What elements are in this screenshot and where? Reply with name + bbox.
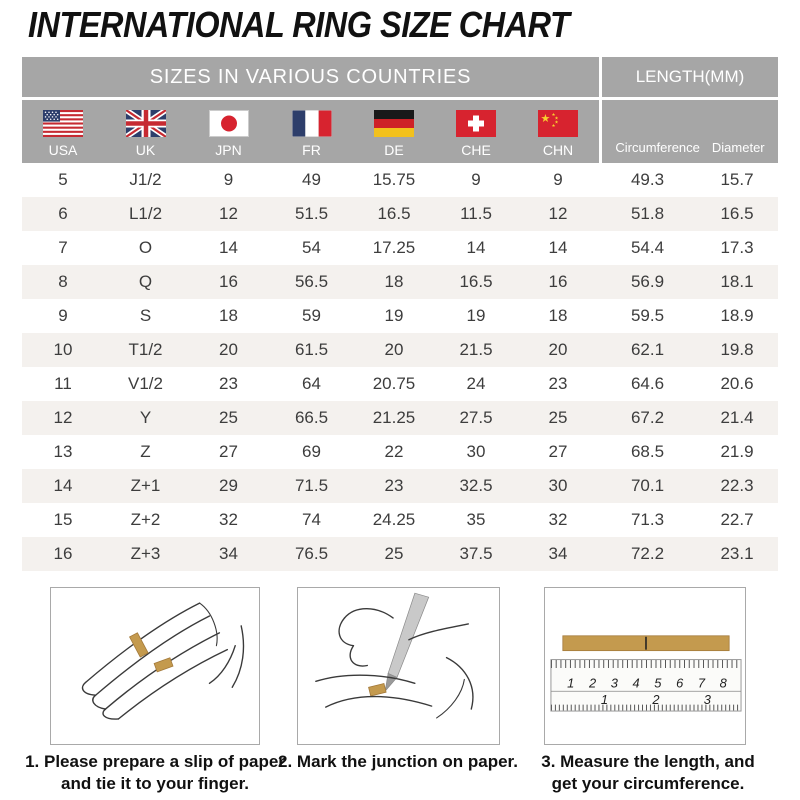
table-cell: 21.25 <box>372 408 416 427</box>
table-cell: 62.1 <box>630 340 665 359</box>
svg-text:1: 1 <box>567 675 575 691</box>
table-cell: 70.1 <box>630 476 665 495</box>
table-cell: 19 <box>466 306 486 325</box>
table-group-header-row <box>22 57 778 97</box>
table-cell: 25 <box>384 544 404 563</box>
table-cell: 9 <box>58 306 68 325</box>
table-cell: 68.5 <box>630 442 665 461</box>
table-cell: T1/2 <box>128 340 163 359</box>
ring-size-table <box>22 57 778 571</box>
table-row <box>22 537 778 571</box>
diameter-column-header: Diameter <box>711 140 765 155</box>
table-cell: L1/2 <box>128 204 163 223</box>
table-cell: 9 <box>471 170 481 189</box>
country-code-label: DE <box>384 142 404 158</box>
table-cell: 22 <box>384 442 404 461</box>
table-cell: 23 <box>219 374 238 393</box>
table-cell: 19 <box>384 306 404 325</box>
hand-with-paper-strip-illustration <box>51 588 259 744</box>
table-row <box>22 163 778 197</box>
table-cell: 19.8 <box>720 340 754 359</box>
table-cell: 23 <box>548 374 568 393</box>
svg-text:★: ★ <box>551 112 556 117</box>
table-cell: 12 <box>219 204 238 223</box>
table-cell: 12 <box>548 204 568 223</box>
table-cell: 37.5 <box>459 544 493 563</box>
svg-text:★: ★ <box>554 115 559 121</box>
column-header-de <box>353 100 435 163</box>
table-cell: 14 <box>548 238 568 257</box>
table-cell: 49 <box>302 170 321 189</box>
table-cell: 59.5 <box>630 306 665 325</box>
table-cell: 17.3 <box>720 238 754 257</box>
step3-illustration-box <box>544 587 746 745</box>
table-cell: 18 <box>548 306 568 325</box>
table-cell: 32.5 <box>459 476 493 495</box>
svg-text:7: 7 <box>697 675 706 691</box>
table-row <box>22 265 778 299</box>
table-row <box>22 333 778 367</box>
table-cell: Q <box>138 272 153 291</box>
table-cell: 25 <box>548 408 568 427</box>
country-columns <box>22 100 599 163</box>
switzerland-flag-icon <box>456 110 496 137</box>
table-cell: 10 <box>53 340 73 359</box>
table-cell: Z+1 <box>130 476 161 495</box>
table-cell: 21.5 <box>459 340 493 359</box>
country-code-label: CHN <box>542 142 574 158</box>
table-cell: 20 <box>384 340 404 359</box>
table-cell: 16.5 <box>720 204 754 223</box>
circumference-column-header: Circumference <box>615 140 700 155</box>
table-cell: 14 <box>466 238 486 257</box>
table-cell: 30 <box>466 442 486 461</box>
table-row <box>22 469 778 503</box>
table-cell: J1/2 <box>129 170 162 189</box>
svg-text:5: 5 <box>654 675 662 691</box>
table-cell: 16.5 <box>377 204 411 223</box>
table-cell: 16 <box>219 272 238 291</box>
table-cell: 51.8 <box>630 204 665 223</box>
table-row <box>22 231 778 265</box>
table-cell: 29 <box>219 476 238 495</box>
table-column-header-row <box>22 100 778 163</box>
column-header-uk <box>104 100 187 163</box>
table-cell: 64.6 <box>630 374 665 393</box>
france-flag-icon <box>292 110 332 137</box>
table-cell: 27.5 <box>459 408 493 427</box>
svg-text:8: 8 <box>719 675 727 691</box>
table-cell: 72.2 <box>630 544 665 563</box>
table-cell: 18 <box>219 306 238 325</box>
country-code-label: UK <box>135 142 156 158</box>
svg-text:3: 3 <box>610 675 618 691</box>
table-cell: 15 <box>53 510 73 529</box>
table-cell: S <box>139 306 152 325</box>
table-cell: 20 <box>219 340 238 359</box>
table-cell: 14 <box>219 238 238 257</box>
table-cell: 5 <box>58 170 68 189</box>
column-header-usa <box>22 100 104 163</box>
column-header-chn <box>517 100 599 163</box>
table-cell: Y <box>139 408 152 427</box>
table-row <box>22 401 778 435</box>
table-cell: 8 <box>58 272 68 291</box>
table-cell: 15.7 <box>720 170 754 189</box>
table-cell: 30 <box>548 476 568 495</box>
table-cell: 12 <box>53 408 73 427</box>
table-cell: 74 <box>302 510 321 529</box>
table-cell: 49.3 <box>630 170 665 189</box>
table-cell: 16.5 <box>459 272 493 291</box>
svg-text:2: 2 <box>588 675 597 691</box>
svg-text:★: ★ <box>551 123 556 128</box>
table-cell: 20.75 <box>372 374 416 393</box>
country-code-label: USA <box>48 142 78 158</box>
table-row <box>22 435 778 469</box>
table-cell: 23 <box>384 476 404 495</box>
usa-flag-icon <box>43 110 83 137</box>
table-cell: 24 <box>466 374 486 393</box>
step1-illustration-box <box>50 587 260 745</box>
svg-text:3: 3 <box>703 692 711 708</box>
page-title: INTERNATIONAL RING SIZE CHART <box>28 4 570 45</box>
table-cell: 32 <box>548 510 568 529</box>
table-cell: 15.75 <box>372 170 416 189</box>
ruler-measuring-strip-illustration <box>545 588 745 744</box>
table-cell: 9 <box>223 170 234 189</box>
column-header-fr <box>270 100 353 163</box>
table-cell: 61.5 <box>294 340 329 359</box>
table-row <box>22 367 778 401</box>
table-cell: 71.3 <box>630 510 665 529</box>
table-cell: 59 <box>302 306 321 325</box>
table-row <box>22 503 778 537</box>
table-cell: Z <box>140 442 151 461</box>
table-cell: 25 <box>219 408 238 427</box>
step3-caption: 3. Measure the length, and get your circumference. <box>541 752 755 794</box>
table-cell: O <box>138 238 153 257</box>
table-cell: 24.25 <box>372 510 416 529</box>
table-cell: 6 <box>58 204 68 223</box>
table-cell: 27 <box>219 442 238 461</box>
uk-flag-icon <box>126 110 166 137</box>
country-code-label: FR <box>302 142 321 158</box>
table-cell: 32 <box>219 510 238 529</box>
step1-caption: 1. Please prepare a slip of paper and tie it to your finger. <box>25 752 285 794</box>
table-cell: 51.5 <box>294 204 329 223</box>
table-cell: 13 <box>53 442 73 461</box>
table-cell: 54 <box>302 238 321 257</box>
germany-flag-icon <box>374 110 414 137</box>
table-row <box>22 197 778 231</box>
table-cell: 22.7 <box>720 510 754 529</box>
table-cell: 69 <box>302 442 321 461</box>
table-cell: 34 <box>548 544 568 563</box>
table-cell: 7 <box>58 238 68 257</box>
table-cell: 21.9 <box>720 442 754 461</box>
column-header-che <box>435 100 517 163</box>
table-cell: 11.5 <box>460 204 492 223</box>
table-cell: 64 <box>302 374 321 393</box>
table-cell: Z+2 <box>130 510 161 529</box>
svg-text:★: ★ <box>540 113 551 125</box>
table-cell: 17.25 <box>372 238 416 257</box>
table-cell: 18.1 <box>720 272 754 291</box>
svg-text:4: 4 <box>632 675 640 691</box>
table-cell: 16 <box>53 544 73 563</box>
table-cell: 18 <box>384 272 404 291</box>
table-cell: 27 <box>548 442 568 461</box>
svg-text:6: 6 <box>676 675 684 691</box>
table-cell: 67.2 <box>630 408 665 427</box>
table-cell: 18.9 <box>720 306 754 325</box>
table-cell: Z+3 <box>130 544 161 563</box>
country-code-label: CHE <box>461 142 491 158</box>
table-cell: 56.9 <box>630 272 665 291</box>
table-cell: 14 <box>53 476 73 495</box>
japan-flag-icon <box>209 110 249 137</box>
table-row <box>22 299 778 333</box>
countries-group-header: SIZES IN VARIOUS COUNTRIES <box>22 57 599 97</box>
china-flag-icon <box>538 110 578 137</box>
table-cell: 23.1 <box>720 544 754 563</box>
column-header-jpn <box>187 100 270 163</box>
table-cell: 20 <box>548 340 568 359</box>
step2-caption: 2. Mark the junction on paper. <box>278 752 518 771</box>
table-cell: 21.4 <box>720 408 754 427</box>
svg-text:★: ★ <box>554 119 559 125</box>
table-cell: 35 <box>466 510 486 529</box>
table-cell: 34 <box>219 544 238 563</box>
table-body <box>22 163 778 571</box>
table-cell: 9 <box>553 170 563 189</box>
table-cell: 71.5 <box>294 476 329 495</box>
table-cell: 56.5 <box>294 272 329 291</box>
svg-text:2: 2 <box>652 692 660 708</box>
pen-marking-junction-illustration <box>298 588 499 744</box>
step2-illustration-box <box>297 587 500 745</box>
table-cell: 54.4 <box>630 238 665 257</box>
length-group-header: LENGTH(MM) <box>602 57 778 97</box>
table-cell: 22.3 <box>720 476 754 495</box>
table-cell: 66.5 <box>294 408 329 427</box>
length-columns <box>602 100 778 163</box>
table-cell: 16 <box>548 272 568 291</box>
table-cell: 11 <box>54 374 72 393</box>
country-code-label: JPN <box>215 142 242 158</box>
svg-text:1: 1 <box>600 692 608 708</box>
table-cell: V1/2 <box>128 374 163 393</box>
table-cell: 76.5 <box>294 544 329 563</box>
table-cell: 20.6 <box>720 374 754 393</box>
